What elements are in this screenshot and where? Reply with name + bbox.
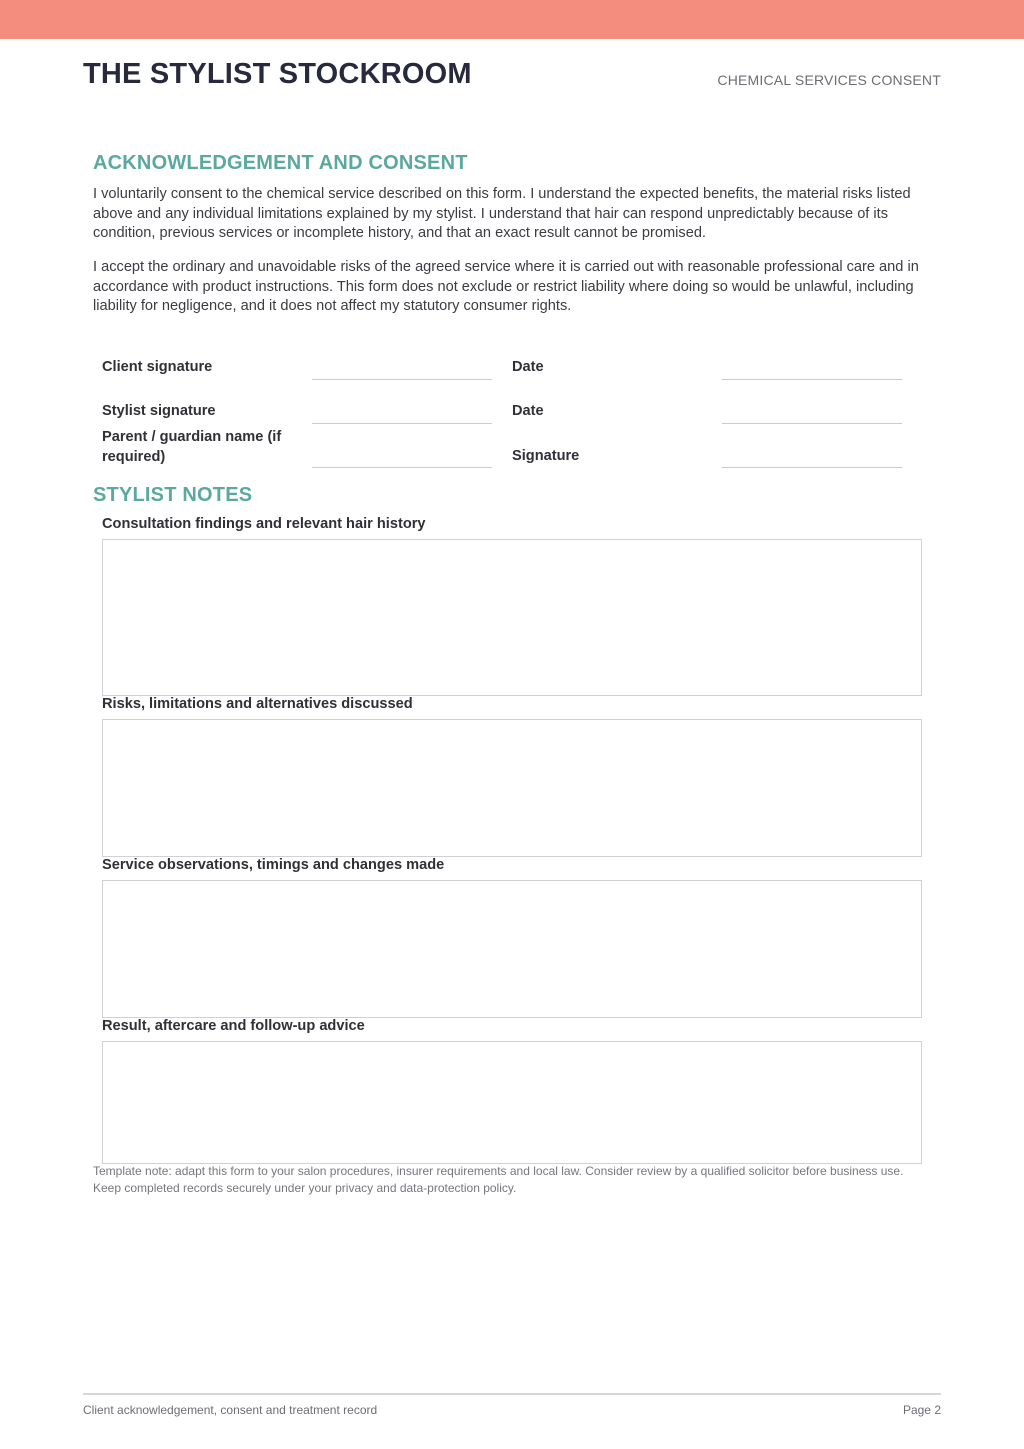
brand-title: THE STYLIST STOCKROOM (83, 58, 472, 90)
guardian-signature-field[interactable] (722, 467, 902, 468)
service-observations-box[interactable] (102, 880, 922, 1018)
client-date-field[interactable] (722, 379, 902, 380)
service-observations-label: Service observations, timings and changes made (102, 857, 445, 873)
consultation-findings-box[interactable] (102, 539, 922, 696)
template-note: Template note: adapt this form to your salon procedures, insurer requirements and local law. Consider review by a qualified solicitor before business use. Keep completed records securely under your privacy and data-protection policy. (93, 1164, 904, 1195)
stylist-signature-field[interactable] (312, 423, 492, 424)
client-signature-field[interactable] (312, 379, 492, 380)
guardian-name-label: Parent / guardian name (if required) (102, 429, 282, 465)
guardian-name-field[interactable] (312, 467, 492, 468)
guardian-signature-label: Signature (512, 448, 580, 464)
aftercare-advice-box[interactable] (102, 1041, 922, 1164)
date-label: Date (512, 403, 544, 419)
document-type: CHEMICAL SERVICES CONSENT (717, 72, 941, 88)
footer-divider (83, 1393, 941, 1395)
consultation-findings-label: Consultation findings and relevant hair history (102, 516, 426, 532)
stylist-signature-label: Stylist signature (102, 403, 216, 419)
date-label: Date (512, 359, 544, 375)
aftercare-advice-label: Result, aftercare and follow-up advice (102, 1018, 365, 1034)
page-number: Page 2 (902, 1403, 941, 1417)
consent-paragraph-2: I accept the ordinary and unavoidable risks of the agreed service where it is carried out with reasonable professional care and in accordance with product instructions. This form does not exclude or restrict liability where doing so would be unlawful, including liability for negligence, and it does not affect my statutory consumer rights. (93, 259, 919, 315)
risks-discussed-label: Risks, limitations and alternatives discussed (102, 696, 413, 712)
stylist-notes-heading: STYLIST NOTES (93, 484, 253, 506)
consent-paragraph-1: I voluntarily consent to the chemical service described on this form. I understand the expected benefits, the material risks listed above and any individual limitations explained by my stylist. I understand that hair can respond unpredictably because of its condition, previous services or incomplete history, and that an exact result cannot be promised. (93, 186, 911, 242)
header-accent-band (0, 0, 1024, 39)
client-signature-label: Client signature (102, 359, 213, 375)
consent-heading: ACKNOWLEDGEMENT AND CONSENT (93, 152, 468, 174)
risks-discussed-box[interactable] (102, 719, 922, 857)
stylist-date-field[interactable] (722, 423, 902, 424)
footer-document-title: Client acknowledgement, consent and treatment record (83, 1403, 378, 1417)
